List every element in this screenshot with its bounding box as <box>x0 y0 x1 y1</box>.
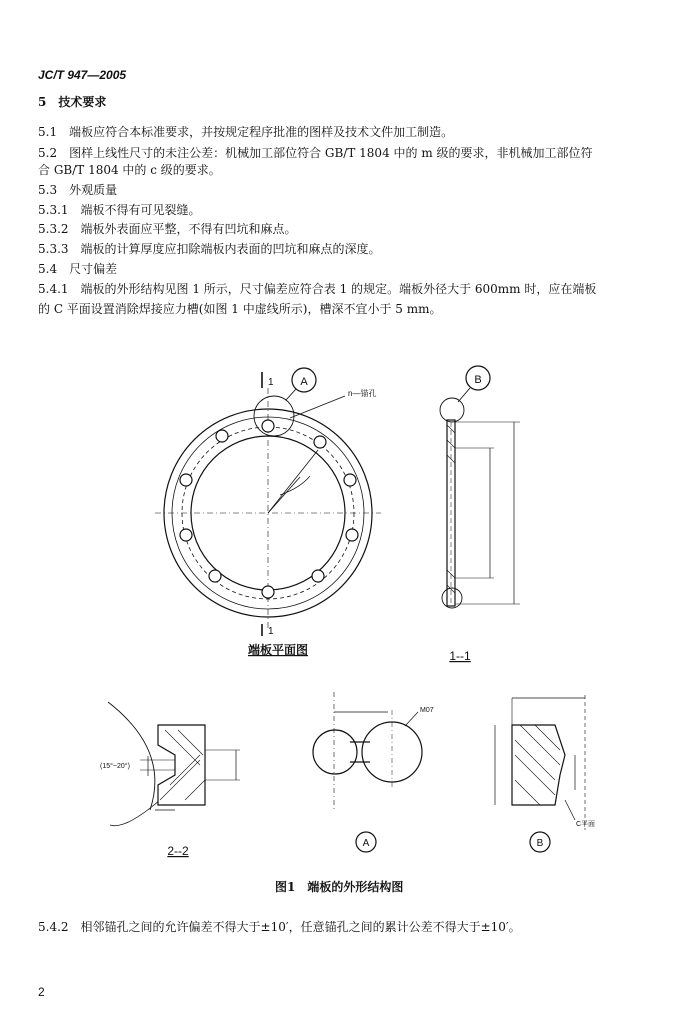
detail-a-view <box>313 692 434 852</box>
section-1-1-label: 1--1 <box>449 649 471 663</box>
clause-5-1: 5.1 端板应符合本标准要求，并按规定程序批准的图样及技术文件加工制造。 <box>38 125 454 139</box>
clause-5-4-1-line2: 的 C 平面设置消除焊接应力槽(如图 1 中虚线所示)，槽深不宜小于 5 mm。 <box>38 302 442 316</box>
section-1-1-view <box>440 366 520 608</box>
section-mark-top: 1 <box>268 377 274 388</box>
section-detail-b-marker: B <box>474 374 482 386</box>
thread-label: M07 <box>420 707 434 714</box>
standard-number: JC/T 947—2005 <box>38 68 127 82</box>
section-mark-bottom: 1 <box>268 626 274 637</box>
plan-view <box>155 368 381 637</box>
clause-5-3-2: 5.3.2 端板外表面应平整，不得有凹坑和麻点。 <box>38 222 297 236</box>
clause-5-3: 5.3 外观质量 <box>38 183 118 197</box>
anchor-hole-label: n—锚孔 <box>348 389 377 398</box>
section-2-2-view <box>100 702 240 826</box>
figure-caption: 图1 端板的外形结构图 <box>275 880 404 894</box>
clause-5-4: 5.4 尺寸偏差 <box>38 262 118 276</box>
page-number: 2 <box>38 985 45 999</box>
clause-5-3-3: 5.3.3 端板的计算厚度应扣除端板内表面的凹坑和麻点的深度。 <box>38 242 381 256</box>
plan-view-label: 端板平面图 <box>247 643 309 657</box>
clause-5-2-line1: 5.2 图样上线性尺寸的未注公差：机械加工部位符合 GB/T 1804 中的 m 级的要求，非机械加工部位符 <box>38 146 593 160</box>
detail-b-view <box>495 695 595 852</box>
bevel-angle-label: (15°~20°) <box>100 763 130 770</box>
clause-5-3-1: 5.3.1 端板不得有可见裂缝。 <box>38 203 201 217</box>
groove-plane-label: C平面 <box>576 821 596 828</box>
detail-a-label: A <box>362 838 370 849</box>
clause-5-2-line2: 合 GB/T 1804 中的 c 级的要求。 <box>38 163 221 177</box>
section-heading-5: 5 技术要求 <box>38 95 107 109</box>
section-2-2-label: 2--2 <box>167 844 189 858</box>
figure-1-drawing <box>0 330 699 875</box>
clause-5-4-2: 5.4.2 相邻锚孔之间的允许偏差不得大于±10′，任意锚孔之间的累计公差不得大于±10′。 <box>38 920 521 934</box>
detail-b-label: B <box>536 838 544 849</box>
plan-detail-a-marker: A <box>300 376 308 388</box>
clause-5-4-1-line1: 5.4.1 端板的外形结构见图 1 所示，尺寸偏差应符合表 1 的规定。端板外径大于 600mm 时，应在端板 <box>38 282 597 296</box>
